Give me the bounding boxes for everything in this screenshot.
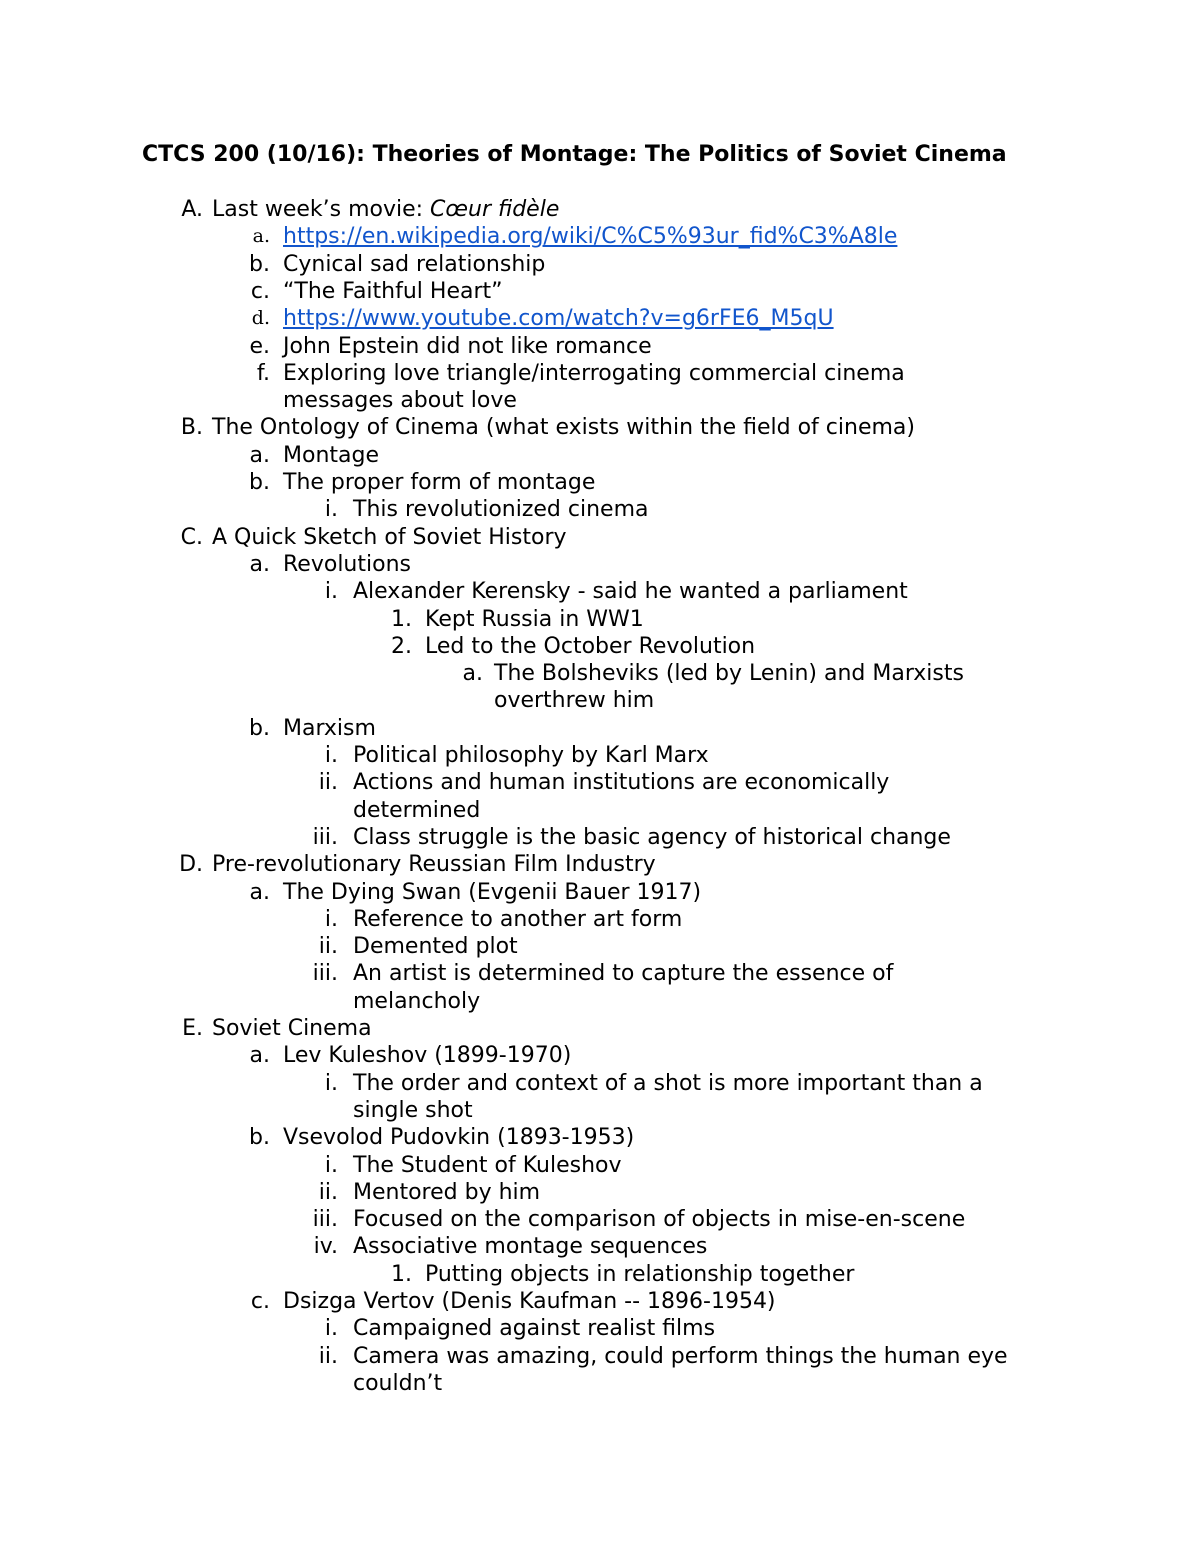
- outline-text: Demented plot: [353, 934, 518, 960]
- outline-item: [0, 1370, 1200, 1397]
- outline-marker: a.: [252, 225, 270, 248]
- outline-marker: a.: [249, 551, 270, 577]
- outline-text: Vsevolod Pudovkin (1893-1953): [283, 1125, 635, 1151]
- outline-item: [0, 988, 1200, 1015]
- outline-item: [0, 496, 1200, 523]
- outline-marker: C.: [180, 524, 203, 550]
- outline-text: Class struggle is the basic agency of historical change: [353, 824, 951, 850]
- outline-marker: b.: [249, 1125, 270, 1151]
- outline-item: [0, 715, 1200, 742]
- outline-marker: i.: [324, 1152, 338, 1178]
- outline-text: Dsizga Vertov (Denis Kaufman -- 1896-1954): [283, 1289, 776, 1314]
- outline-text: Camera was amazing, could perform things the human eye: [353, 1343, 1008, 1369]
- outline-text: The Student of Kuleshov: [353, 1152, 622, 1178]
- outline-item: [0, 879, 1200, 906]
- outline-text: The order and context of a shot is more important than a: [353, 1070, 983, 1096]
- outline-marker: E.: [182, 1016, 203, 1041]
- outline-item: [0, 278, 1200, 305]
- outline-text: Putting objects in relationship together: [425, 1261, 855, 1287]
- outline-item: [0, 333, 1200, 360]
- outline-item: [0, 851, 1200, 878]
- outline-item: [0, 578, 1200, 605]
- outline-item: [0, 797, 1200, 824]
- outline-item: [0, 633, 1200, 660]
- outline-text: Kept Russia in WW1: [425, 606, 644, 632]
- outline-item: [0, 906, 1200, 933]
- outline-item: [0, 524, 1200, 551]
- outline-text: Political philosophy by Karl Marx: [353, 743, 709, 768]
- outline-item: [0, 660, 1200, 687]
- outline-item: [0, 196, 1200, 223]
- outline-marker: iii.: [312, 1207, 338, 1233]
- outline-item: [0, 1206, 1200, 1233]
- outline-item: [0, 442, 1200, 469]
- outline-marker: ii.: [318, 1179, 338, 1205]
- outline-marker: 1.: [391, 1261, 412, 1287]
- outline-item: [0, 1070, 1200, 1097]
- outline-text: This revolutionized cinema: [353, 497, 649, 523]
- outline-item: [0, 606, 1200, 633]
- outline-item: [0, 1315, 1200, 1342]
- outline-text: Cynical sad relationship: [283, 251, 546, 277]
- outline-item: [0, 1152, 1200, 1179]
- outline-text: Led to the October Revolution: [425, 633, 756, 659]
- outline-item: [0, 960, 1200, 987]
- outline-item: [0, 414, 1200, 441]
- outline-text: overthrew him: [494, 688, 655, 714]
- outline-marker: i.: [324, 1070, 338, 1096]
- outline-item: [0, 387, 1200, 414]
- outline-link[interactable]: https://en.wikipedia.org/wiki/C%C5%93ur_fid%C3%A8le: [283, 224, 898, 250]
- outline-text: Mentored by him: [353, 1179, 541, 1205]
- outline-text: Exploring love triangle/interrogating commercial cinema: [283, 360, 905, 386]
- outline-text: “The Faithful Heart”: [283, 278, 503, 304]
- outline-item: [0, 360, 1200, 387]
- outline-text: messages about love: [283, 388, 517, 414]
- outline-item: [0, 469, 1200, 496]
- outline-text: The Ontology of Cinema (what exists within the field of cinema): [212, 415, 915, 441]
- outline-text: Alexander Kerensky - said he wanted a parliament: [353, 579, 908, 605]
- outline-text: couldn’t: [353, 1370, 443, 1396]
- outline-marker: a.: [249, 1043, 270, 1069]
- outline-item: [0, 551, 1200, 578]
- outline-text: An artist is determined to capture the essence of: [353, 961, 894, 987]
- outline-item: [0, 1097, 1200, 1124]
- outline-link[interactable]: https://www.youtube.com/watch?v=g6rFE6_M5qU: [283, 306, 834, 332]
- outline-text: Pre-revolutionary Reussian Film Industry: [212, 852, 656, 878]
- outline-text: Montage: [283, 442, 379, 468]
- outline-text: determined: [353, 797, 481, 823]
- outline-text: Revolutions: [283, 551, 411, 577]
- outline-item: [0, 687, 1200, 714]
- outline-text: Marxism: [283, 715, 376, 741]
- outline-text: Lev Kuleshov (1899-1970): [283, 1043, 572, 1069]
- outline-item: [0, 1179, 1200, 1206]
- outline-text: single shot: [353, 1097, 473, 1123]
- outline-marker: ii.: [318, 934, 338, 960]
- outline-item: [0, 1343, 1200, 1370]
- outline-marker: c.: [250, 278, 270, 304]
- outline-item: [0, 305, 1200, 332]
- outline-marker: d.: [251, 307, 270, 330]
- outline-marker: ii.: [318, 1343, 338, 1369]
- outline-marker: iii.: [312, 961, 338, 987]
- outline-text: Associative montage sequences: [353, 1234, 708, 1260]
- outline-text: Focused on the comparison of objects in mise-en-scene: [353, 1207, 966, 1233]
- outline-text: The Bolsheviks (led by Lenin) and Marxists: [494, 661, 964, 687]
- outline-item: [0, 251, 1200, 278]
- outline-marker: iv.: [313, 1234, 338, 1260]
- outline-marker: f.: [256, 360, 270, 386]
- outline-marker: ii.: [318, 770, 338, 796]
- outline-item: [0, 1233, 1200, 1260]
- outline-item: [0, 1042, 1200, 1069]
- outline-marker: b.: [249, 470, 270, 495]
- outline-marker: i.: [324, 579, 338, 605]
- outline-marker: b.: [249, 251, 270, 277]
- outline-italic-text: Cœur fidèle: [430, 197, 560, 222]
- outline-marker: a.: [462, 661, 483, 687]
- outline-item: [0, 824, 1200, 851]
- outline-marker: c.: [250, 1289, 270, 1314]
- outline-text: The proper form of montage: [283, 470, 596, 495]
- outline-marker: a.: [249, 442, 270, 468]
- outline-item: [0, 223, 1200, 250]
- outline-marker: 2.: [391, 633, 412, 659]
- outline-text: A Quick Sketch of Soviet History: [212, 524, 567, 550]
- outline-marker: i.: [324, 906, 338, 932]
- outline-item: [0, 933, 1200, 960]
- outline-text: Soviet Cinema: [212, 1016, 372, 1041]
- outline-item: [0, 1124, 1200, 1151]
- outline-marker: D.: [179, 852, 203, 878]
- outline-item: [0, 1015, 1200, 1042]
- outline-marker: b.: [249, 715, 270, 741]
- outline-item: [0, 742, 1200, 769]
- outline-text: Last week’s movie: Cœur fidèle: [212, 197, 560, 222]
- outline-text: Actions and human institutions are economically: [353, 770, 890, 796]
- outline-item: [0, 1261, 1200, 1288]
- document-title: CTCS 200 (10/16): Theories of Montage: The Politics of Soviet Cinema: [142, 142, 1007, 167]
- outline-marker: A.: [181, 197, 203, 222]
- outline-marker: 1.: [391, 606, 412, 632]
- outline-marker: iii.: [312, 824, 338, 850]
- outline-text: John Epstein did not like romance: [283, 333, 652, 359]
- outline-marker: e.: [249, 333, 270, 359]
- outline-text: melancholy: [353, 988, 481, 1014]
- outline-text: The Dying Swan (Evgenii Bauer 1917): [283, 879, 702, 905]
- outline-marker: i.: [324, 743, 338, 768]
- outline-item: [0, 769, 1200, 796]
- outline-marker: a.: [249, 879, 270, 905]
- outline-marker: i.: [324, 497, 338, 523]
- outline-marker: i.: [324, 1316, 338, 1342]
- outline-text: Campaigned against realist films: [353, 1316, 716, 1342]
- outline-marker: B.: [180, 415, 203, 441]
- outline-item: [0, 1288, 1200, 1315]
- outline-text: Reference to another art form: [353, 906, 683, 932]
